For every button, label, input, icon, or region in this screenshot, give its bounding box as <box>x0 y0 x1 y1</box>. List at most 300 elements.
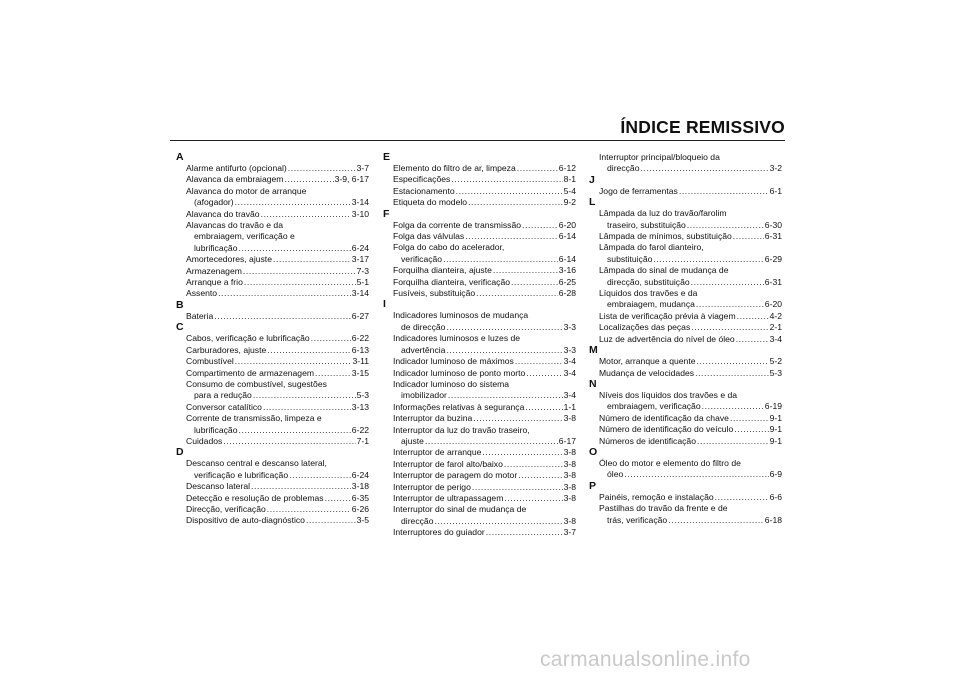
index-entry-row <box>186 504 369 515</box>
index-entry-text: Localizações das peças <box>599 322 691 333</box>
index-page-ref: 3-14 <box>351 197 369 208</box>
dot-leader <box>504 493 562 504</box>
dot-leader <box>734 424 768 435</box>
index-entry-row <box>393 220 576 231</box>
dot-leader <box>515 356 563 367</box>
index-entry <box>186 458 369 481</box>
index-entry-text: Interruptores do guiador <box>393 527 485 538</box>
index-entry-row <box>186 470 369 481</box>
index-entry-row <box>599 368 782 379</box>
index-page-ref: 3-8 <box>563 413 576 424</box>
index-entry-text: Indicador luminoso de ponto morto <box>393 367 526 378</box>
index-entry <box>599 231 782 242</box>
index-entry <box>599 492 782 503</box>
index-entry <box>393 333 576 356</box>
index-entry-text: Luz de advertência do nível de óleo <box>599 333 735 344</box>
dot-leader <box>253 390 356 401</box>
index-letter-heading: P <box>589 479 597 492</box>
dot-leader <box>244 277 356 288</box>
index-entry <box>599 265 782 288</box>
index-entry-row <box>599 322 782 333</box>
index-entry-text: para a redução <box>194 390 252 401</box>
index-page-ref: 6-20 <box>764 299 782 310</box>
index-page-ref: 3-10 <box>351 208 369 219</box>
index-entry-text: Painéis, remoção e instalação <box>599 491 714 502</box>
index-entry <box>599 424 782 435</box>
index-letter-heading: J <box>589 173 595 186</box>
index-entry-text: trás, verificação <box>607 514 668 525</box>
index-entry <box>599 334 782 345</box>
dot-leader <box>526 368 562 379</box>
index-page-ref: 3-9, 6-17 <box>334 174 369 185</box>
index-entry-text: Indicador luminoso do sistema <box>393 378 510 389</box>
index-entry-text: Corrente de transmissão, limpeza e <box>186 413 322 424</box>
index-entry-text: Número de identificação do veículo <box>599 424 734 435</box>
index-entry-text: Lista de verificação prévia à viagem <box>599 310 736 321</box>
dot-leader <box>267 504 351 515</box>
index-entry <box>186 254 369 265</box>
index-entry <box>599 368 782 379</box>
dot-leader <box>284 174 333 185</box>
dot-leader <box>425 436 558 447</box>
index-entry-text: Folga do cabo do acelerador, <box>393 242 505 253</box>
dot-leader <box>517 163 558 174</box>
index-entry-row <box>186 425 369 436</box>
index-entry <box>393 277 576 288</box>
index-page-ref: 7-3 <box>356 265 369 276</box>
index-page-ref: 3-2 <box>769 163 782 174</box>
index-letter-heading: M <box>589 344 598 357</box>
dot-leader <box>289 470 351 481</box>
index-entry <box>186 515 369 526</box>
index-entry-row <box>186 402 369 413</box>
dot-leader <box>697 356 769 367</box>
dot-leader <box>306 515 356 526</box>
index-entry-row <box>393 163 576 174</box>
index-page-ref: 6-14 <box>558 253 576 264</box>
dot-leader <box>446 322 562 333</box>
index-entry-text: Indicadores luminosos e luzes de <box>393 333 521 344</box>
index-page-ref: 3-3 <box>563 321 576 332</box>
index-page-ref: 6-35 <box>351 492 369 503</box>
index-entry-text: embraiagem, verificação <box>607 401 701 412</box>
index-entry <box>599 390 782 413</box>
dot-leader <box>736 334 769 345</box>
watermark-text: carmanualsonline.info <box>540 648 751 671</box>
dot-leader <box>522 220 558 231</box>
index-page-ref: 3-15 <box>351 367 369 378</box>
index-entry-text: Números de identificação <box>599 435 696 446</box>
index-page-ref: 3-8 <box>563 492 576 503</box>
index-entry-text: Fusíveis, substituição <box>393 288 476 299</box>
index-entry-row <box>186 243 369 254</box>
dot-leader <box>273 254 351 265</box>
index-entry-row <box>599 231 782 242</box>
dot-leader <box>465 231 558 242</box>
index-page-ref: 6-18 <box>764 514 782 525</box>
index-entry <box>393 413 576 424</box>
index-entry-text: (afogador) <box>194 197 234 208</box>
index-entry-text: Interruptor de farol alto/baixo <box>393 458 503 469</box>
index-entry-row <box>393 447 576 458</box>
index-entry-text: Pastilhas do travão da frente e de <box>599 503 728 514</box>
index-entry-text: Motor, arranque a quente <box>599 356 696 367</box>
index-entry-text: Lâmpada do sinal de mudança de <box>599 265 729 276</box>
index-page-ref: 3-8 <box>563 515 576 526</box>
index-entry-text: verificação <box>401 253 443 264</box>
dot-leader <box>238 425 350 436</box>
index-entry-text: Interruptor de arranque <box>393 447 482 458</box>
index-entry-row <box>599 492 782 503</box>
index-entry-row <box>393 197 576 208</box>
index-page-ref: 3-4 <box>563 367 576 378</box>
index-entry-text: Estacionamento <box>393 185 455 196</box>
dot-leader <box>311 333 351 344</box>
dot-leader <box>468 197 563 208</box>
index-entry-row <box>186 266 369 277</box>
dot-leader <box>448 390 563 401</box>
dot-leader <box>511 277 558 288</box>
index-entry-text: Alarme antifurto (opcional) <box>186 163 287 173</box>
index-entry-text: Cabos, verificação e lubrificação <box>186 333 310 344</box>
index-entry <box>393 482 576 493</box>
index-entry-text: Conversor catalítico <box>186 401 262 412</box>
index-entry-text: Lâmpada de mínimos, substituição <box>599 231 732 242</box>
index-entry-text: embraiagem, mudança <box>607 299 695 310</box>
index-entry-text: Interruptor de ultrapassagem <box>393 492 504 503</box>
index-letter-heading: A <box>176 151 184 163</box>
dot-leader <box>434 516 562 527</box>
index-entry-row <box>186 368 369 379</box>
index-entry-row <box>393 470 576 481</box>
index-entry-text: lubrificação <box>194 424 238 435</box>
index-page-ref: 6-17 <box>558 435 576 446</box>
index-entry <box>393 356 576 367</box>
dot-leader <box>223 436 355 447</box>
index-page-ref: 3-11 <box>352 356 369 367</box>
index-entry <box>393 379 576 402</box>
index-page-ref: 6-22 <box>351 333 369 344</box>
index-entry-text: Compartimento de armazenagem <box>186 367 315 378</box>
index-entry-row <box>599 515 782 526</box>
index-page-ref: 3-7 <box>563 527 576 538</box>
index-entry-row <box>393 356 576 367</box>
dot-leader <box>235 356 352 367</box>
index-page-ref: 2-1 <box>769 322 782 333</box>
index-entry-row <box>599 254 782 265</box>
index-entry-text: Interruptor da buzina <box>393 413 473 424</box>
dot-leader <box>443 254 558 265</box>
index-page-ref: 6-9 <box>769 469 782 480</box>
index-page-ref: 3-8 <box>563 447 576 458</box>
index-page-ref: 1-1 <box>563 401 576 412</box>
index-entry-row <box>599 311 782 322</box>
index-entry-text: Armazenagem <box>186 265 242 276</box>
index-page-ref: 8-1 <box>563 174 576 185</box>
dot-leader <box>697 436 769 447</box>
dot-leader <box>238 243 350 254</box>
dot-leader <box>235 197 351 208</box>
index-entry-text: Interruptor da luz do travão traseiro, <box>393 424 530 435</box>
index-page-ref: 7-1 <box>356 435 369 446</box>
index-entry-text: Alavanca da embraiagem <box>186 174 284 185</box>
index-page-ref: 3-8 <box>563 470 576 481</box>
index-entry <box>393 493 576 504</box>
index-entry <box>599 436 782 447</box>
index-page-ref: 6-31 <box>764 276 782 287</box>
index-page-ref: 5-2 <box>769 356 782 367</box>
index-page-ref: 6-29 <box>764 253 782 264</box>
index-column-1 <box>177 152 369 527</box>
dot-leader <box>504 459 563 470</box>
dot-leader <box>624 469 768 480</box>
index-page-ref: 6-20 <box>558 219 576 230</box>
index-letter-heading: D <box>176 446 184 459</box>
index-entry-row <box>186 481 369 492</box>
index-page-ref: 6-22 <box>351 424 369 435</box>
index-entry <box>393 197 576 208</box>
index-entry-row <box>186 345 369 356</box>
index-letter-heading: C <box>176 321 184 334</box>
index-entry-text: Forquilha dianteira, verificação <box>393 276 511 287</box>
index-entry-text: Dispositivo de auto-diagnóstico <box>186 515 305 526</box>
index-entry-text: Assento <box>186 288 218 299</box>
index-entry-text: Descanso central e descanso lateral, <box>186 458 327 469</box>
index-entry <box>599 356 782 367</box>
index-page-ref: 6-19 <box>764 401 782 412</box>
index-entry-text: Especificações <box>393 174 451 185</box>
index-entry-text: direcção <box>401 515 434 526</box>
index-column-2 <box>384 152 576 539</box>
index-entry <box>186 493 369 504</box>
index-entry <box>393 402 576 413</box>
index-entry-row <box>186 356 369 367</box>
index-entry <box>186 311 369 322</box>
dot-leader <box>687 220 764 231</box>
index-entry-text: Lâmpada da luz do travão/farolim <box>599 208 727 219</box>
index-entry-text: advertência <box>401 344 446 355</box>
index-entry <box>599 152 782 175</box>
index-entry-text: Combustível <box>186 356 234 367</box>
index-entry <box>599 242 782 265</box>
index-entry-text: direcção <box>607 163 640 174</box>
index-column-3 <box>590 152 782 526</box>
index-entry <box>393 470 576 481</box>
index-entry-text: Interruptor principal/bloqueio da <box>599 152 720 162</box>
index-page-ref: 3-7 <box>356 163 369 173</box>
dot-leader <box>446 345 562 356</box>
index-entry-row <box>393 459 576 470</box>
index-entry <box>393 186 576 197</box>
index-entry-text: Interruptor de perigo <box>393 481 471 492</box>
index-entry <box>186 356 369 367</box>
index-entry <box>393 368 576 379</box>
index-entry-row <box>393 186 576 197</box>
index-entry <box>186 481 369 492</box>
index-entry-row <box>599 424 782 435</box>
index-entry-text: imobilizador <box>401 390 447 401</box>
index-entry-text: Etiqueta do modelo <box>393 197 468 208</box>
index-page-ref: 9-1 <box>769 424 782 435</box>
index-entry <box>186 220 369 254</box>
dot-leader <box>218 288 351 299</box>
index-entry-row <box>186 333 369 344</box>
dot-leader <box>691 277 764 288</box>
index-entry-row <box>393 482 576 493</box>
index-entry <box>186 368 369 379</box>
index-entry-row <box>186 515 369 526</box>
dot-leader <box>325 493 351 504</box>
dot-leader <box>679 186 769 197</box>
index-entry <box>393 265 576 276</box>
index-entry-row <box>393 254 576 265</box>
index-entry-text: Líquidos dos travões e da <box>599 288 698 299</box>
index-page-ref: 3-4 <box>563 390 576 401</box>
dot-leader <box>668 515 764 526</box>
dot-leader <box>730 413 769 424</box>
index-entry-text: lubrificação <box>194 242 238 253</box>
index-entry <box>599 458 782 481</box>
index-entry-text: Arranque a frio <box>186 277 243 288</box>
index-page-ref: 5-3 <box>356 390 369 401</box>
index-entry-text: Níveis dos líquidos dos travões e da <box>599 389 738 400</box>
index-page-ref: 6-6 <box>769 491 782 502</box>
index-entry-text: Número de identificação da chave <box>599 412 729 423</box>
index-entry <box>599 288 782 311</box>
index-page-ref: 6-27 <box>351 310 369 321</box>
index-page-ref: 3-18 <box>351 481 369 492</box>
index-entry-text: Interruptor do sinal de mudança de <box>393 504 527 515</box>
index-entry-row <box>393 265 576 276</box>
index-entry-row <box>186 288 369 299</box>
index-entry-text: Indicadores luminosos de mudança <box>393 310 529 321</box>
index-entry-text: Folga das válvulas <box>393 231 465 242</box>
index-entry <box>186 266 369 277</box>
index-entry-text: Amortecedores, ajuste <box>186 254 272 265</box>
dot-leader <box>691 322 768 333</box>
index-entry <box>599 322 782 333</box>
index-entry-row <box>393 493 576 504</box>
index-entry-text: Alavancas do travão e da <box>186 220 283 231</box>
index-page-ref: 3-3 <box>563 344 576 355</box>
dot-leader <box>525 402 562 413</box>
index-entry-text: óleo <box>607 469 624 480</box>
index-entry-row <box>393 322 576 333</box>
index-page-ref: 9-1 <box>769 412 782 423</box>
dot-leader <box>263 402 351 413</box>
index-entry <box>186 504 369 515</box>
index-entry-row <box>599 413 782 424</box>
index-entry-row <box>393 402 576 413</box>
index-entry <box>186 413 369 436</box>
dot-leader <box>486 527 563 538</box>
index-entry <box>393 242 576 265</box>
index-entry-text: Forquilha dianteira, ajuste <box>393 265 492 276</box>
index-page-ref: 6-24 <box>351 469 369 480</box>
index-entry-row <box>599 334 782 345</box>
index-entry <box>393 174 576 185</box>
index-page-ref: 6-26 <box>351 503 369 514</box>
index-page-ref: 5-4 <box>563 185 576 196</box>
index-entry-text: Interruptor de paragem do motor <box>393 470 518 481</box>
index-page-ref: 6-24 <box>351 242 369 253</box>
index-page-ref: 6-14 <box>558 231 576 242</box>
index-entry <box>186 345 369 356</box>
index-entry-row <box>186 197 369 208</box>
index-page-ref: 6-30 <box>764 219 782 230</box>
index-entry-row <box>186 436 369 447</box>
index-entry-text: Detecção e resolução de problemas <box>186 492 324 503</box>
dot-leader <box>472 482 563 493</box>
index-entry <box>393 504 576 527</box>
index-page-ref: 6-13 <box>351 344 369 355</box>
index-entry-row <box>186 209 369 220</box>
index-entry-row <box>393 277 576 288</box>
index-entry <box>186 186 369 209</box>
dot-leader <box>261 209 351 220</box>
index-page-ref: 6-1 <box>769 185 782 196</box>
index-entry <box>393 220 576 231</box>
index-entry <box>186 379 369 402</box>
index-entry-row <box>186 493 369 504</box>
index-entry-row <box>599 277 782 288</box>
index-entry-text: Elemento do filtro de ar, limpeza <box>393 163 516 173</box>
index-entry-text: Bateria <box>186 310 214 321</box>
dot-leader <box>493 265 558 276</box>
dot-leader <box>251 481 351 492</box>
index-entry-text: Óleo do motor e elemento do filtro de <box>599 457 741 468</box>
index-entry <box>393 447 576 458</box>
index-page-ref: 3-4 <box>563 356 576 367</box>
index-entry-row <box>599 186 782 197</box>
index-letter-heading: B <box>176 298 184 311</box>
index-entry <box>186 402 369 413</box>
index-entry-row <box>599 220 782 231</box>
index-page-ref: 6-25 <box>558 276 576 287</box>
index-letter-heading: I <box>383 298 386 311</box>
index-entry-text: Carburadores, ajuste <box>186 344 267 355</box>
index-entry-text: Lâmpada do farol dianteiro, <box>599 242 704 253</box>
index-entry <box>186 174 369 185</box>
index-entry <box>393 310 576 333</box>
index-letter-heading: N <box>589 377 597 390</box>
dot-leader <box>696 299 764 310</box>
page-title: ÍNDICE REMISSIVO <box>620 117 785 137</box>
dot-leader <box>482 447 562 458</box>
index-entry-text: Consumo de combustível, sugestões <box>186 378 327 389</box>
index-page-ref: 5-3 <box>769 367 782 378</box>
index-entry-row <box>393 516 576 527</box>
dot-leader <box>243 266 356 277</box>
index-entry-row <box>393 288 576 299</box>
index-entry-row <box>186 390 369 401</box>
index-entry-row <box>599 299 782 310</box>
index-page-ref: 4-2 <box>769 310 782 321</box>
dot-leader <box>733 231 764 242</box>
index-page-ref: 3-14 <box>351 288 369 299</box>
index-entry-text: direcção, substituição <box>607 276 690 287</box>
index-entry-text: verificação e lubrificação <box>194 469 289 480</box>
index-entry-text: Folga da corrente de transmissão <box>393 219 522 230</box>
index-entry <box>393 425 576 448</box>
index-entry <box>393 459 576 470</box>
index-entry <box>599 186 782 197</box>
dot-leader <box>715 492 769 503</box>
dot-leader <box>518 470 562 481</box>
index-entry-text: Alavanca do motor de arranque <box>186 185 307 196</box>
index-entry-row <box>599 436 782 447</box>
index-page-ref: 3-17 <box>351 254 369 265</box>
